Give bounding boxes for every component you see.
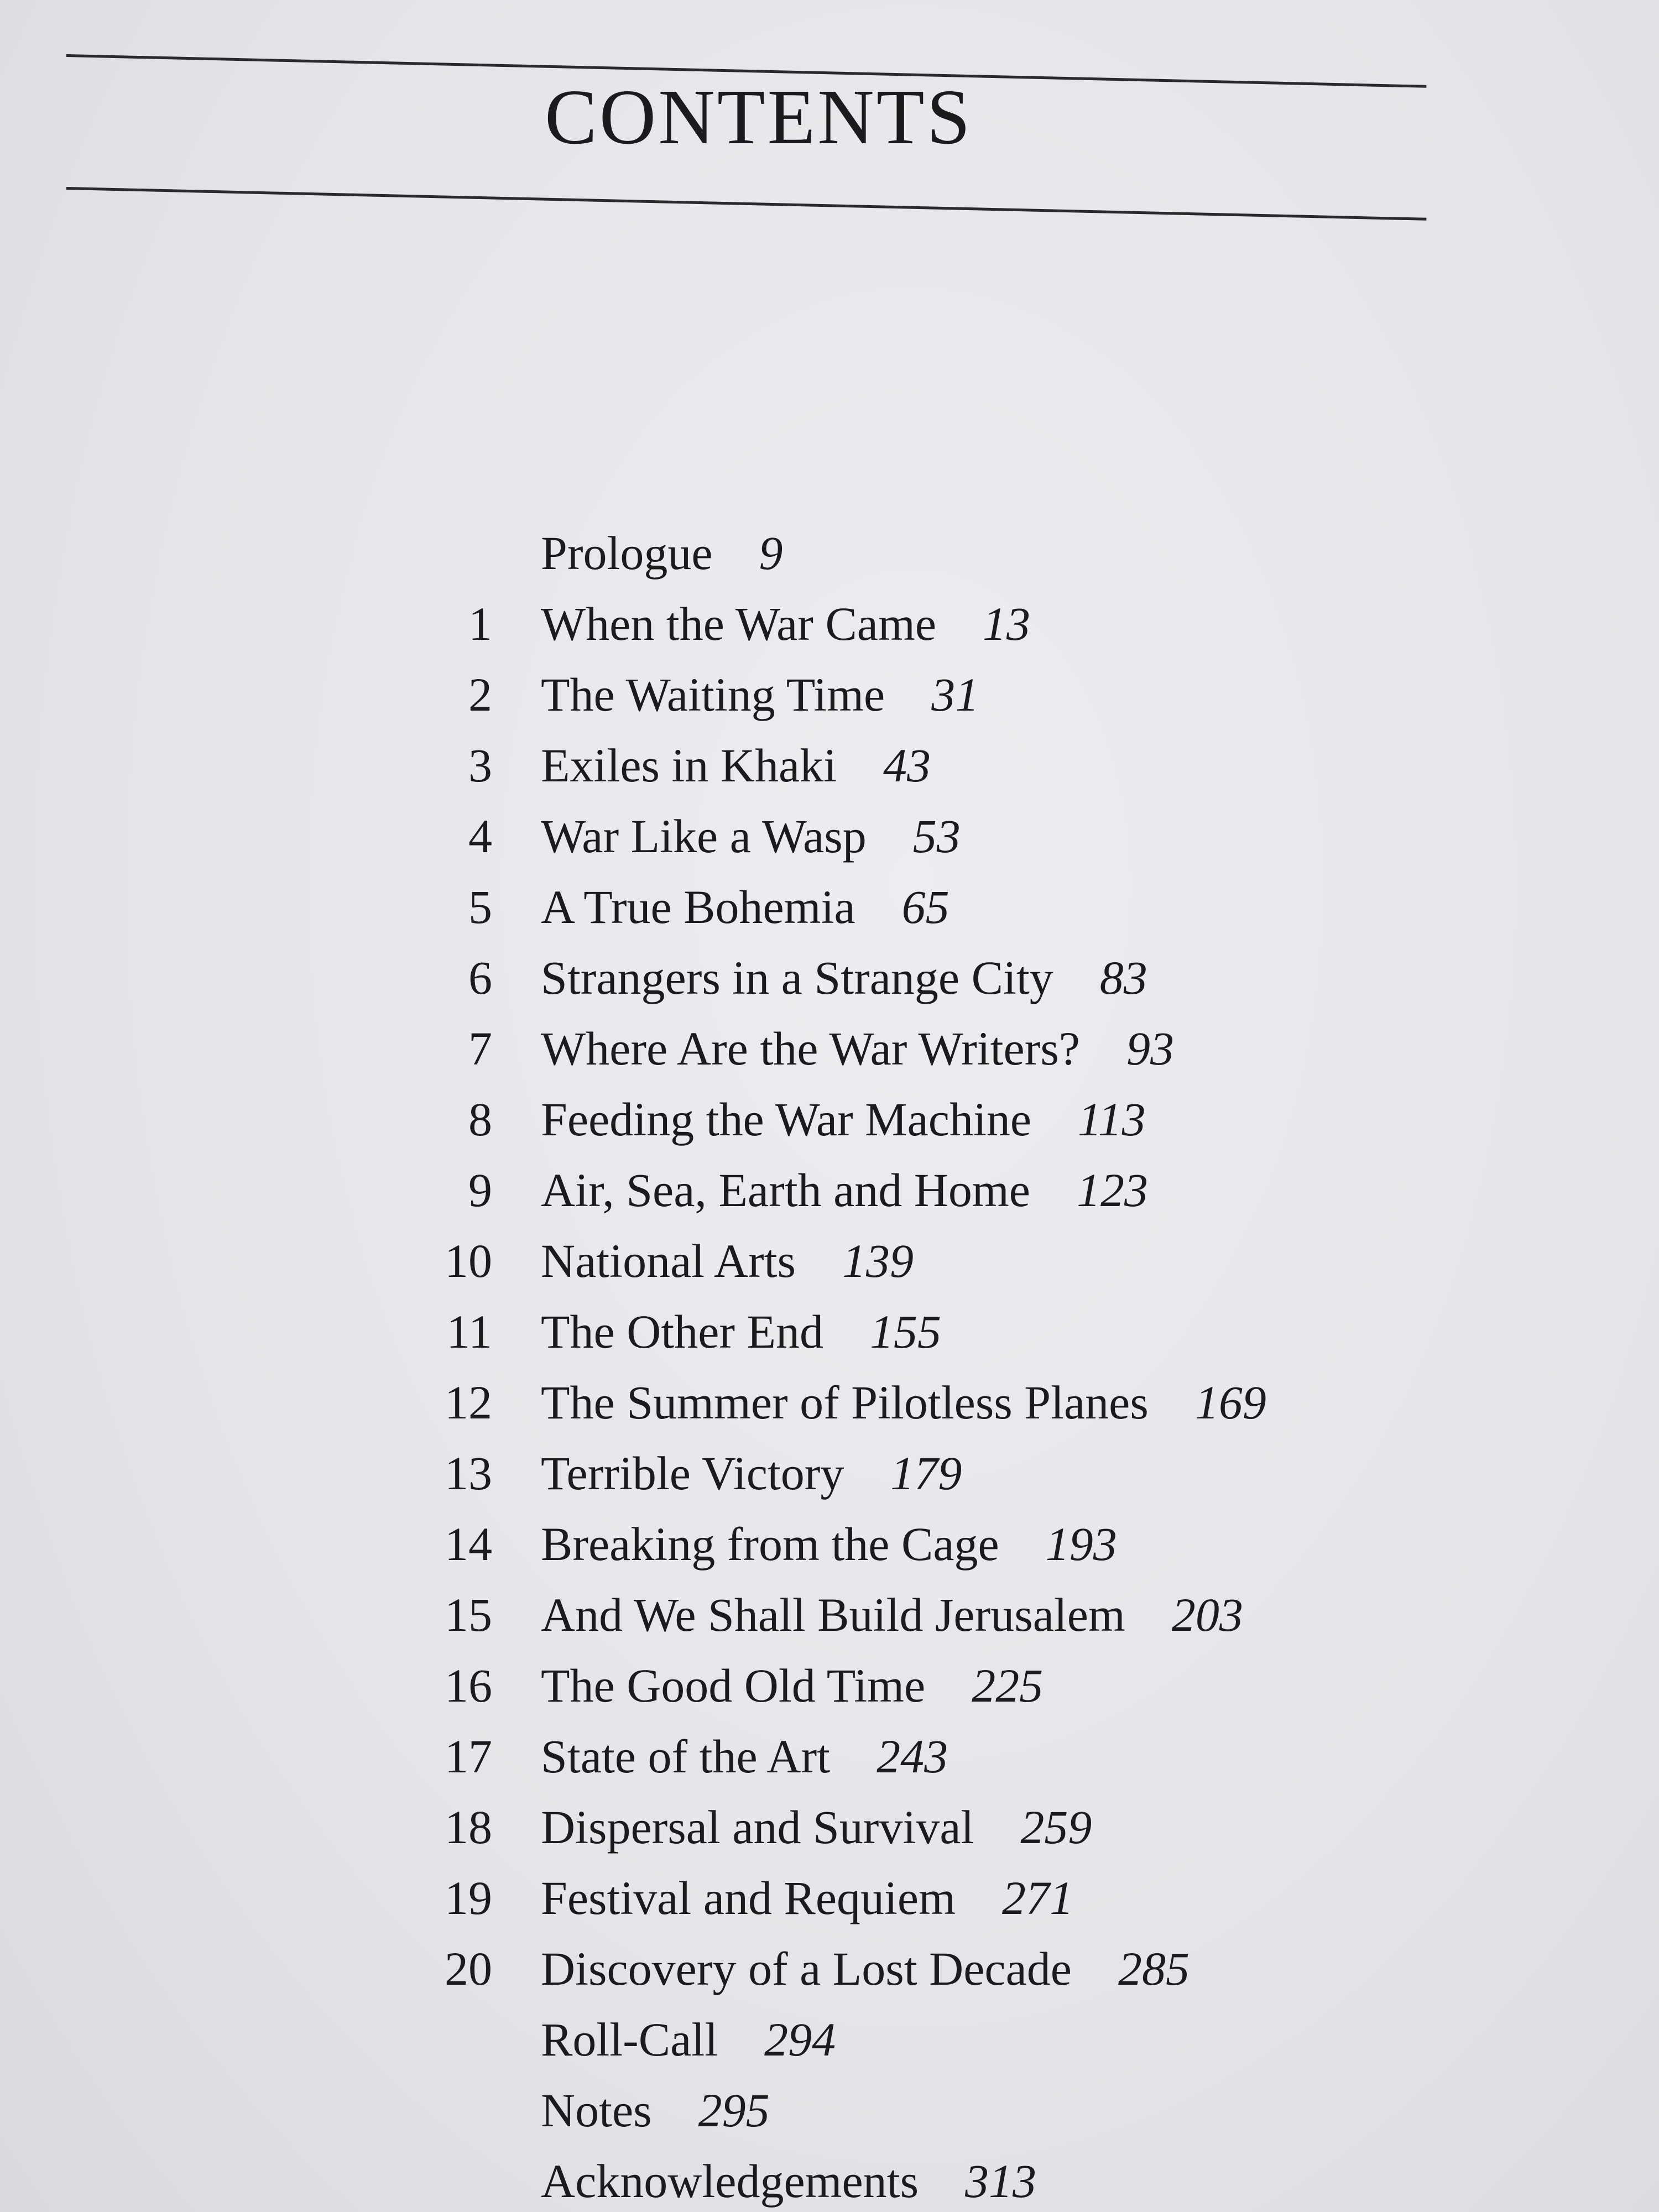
chapter-number: 3	[468, 739, 492, 792]
chapter-title: A True Bohemia	[541, 880, 855, 933]
chapter-title-line	[541, 1160, 1148, 1220]
page-number: 13	[983, 597, 1031, 650]
toc-entry	[0, 806, 1659, 867]
chapter-title-line	[541, 947, 1147, 1008]
chapter-title-line	[541, 1018, 1174, 1079]
chapter-title: Where Are the War Writers?	[541, 1022, 1080, 1075]
chapter-title-line	[541, 1726, 948, 1787]
chapter-number: 13	[445, 1447, 492, 1500]
page-number: 225	[972, 1659, 1044, 1712]
chapter-title: The Other End	[541, 1305, 824, 1358]
toc-entry	[0, 1655, 1659, 1716]
chapter-title-line	[541, 1655, 1043, 1716]
chapter-title: Feeding the War Machine	[541, 1093, 1032, 1146]
chapter-title-line	[541, 593, 1030, 654]
chapter-title-line	[541, 1938, 1190, 1999]
chapter-title-line	[541, 806, 961, 867]
chapter-title-line	[541, 1867, 1073, 1928]
chapter-title: Festival and Requiem	[541, 1871, 956, 1924]
toc-entry	[0, 1938, 1659, 1999]
page-title: CONTENTS	[545, 73, 973, 160]
chapter-title: And We Shall Build Jerusalem	[541, 1588, 1125, 1641]
chapter-title: Air, Sea, Earth and Home	[541, 1164, 1030, 1217]
chapter-title: Dispersal and Survival	[541, 1801, 974, 1854]
toc-entry	[0, 1867, 1659, 1928]
chapter-title: Acknowledgements	[541, 2154, 919, 2208]
chapter-title: Strangers in a Strange City	[541, 951, 1053, 1004]
chapter-title-line	[541, 877, 950, 937]
page-number: 139	[842, 1234, 914, 1287]
chapter-number: 10	[445, 1234, 492, 1287]
chapter-title-line	[541, 1797, 1092, 1858]
page-number: 259	[1020, 1801, 1092, 1854]
toc-entry	[0, 1018, 1659, 1079]
chapter-number: 6	[468, 951, 492, 1004]
chapter-title: Terrible Victory	[541, 1447, 844, 1500]
page-number: 203	[1171, 1588, 1243, 1641]
chapter-title-line	[541, 1372, 1266, 1433]
chapter-number: 2	[468, 668, 492, 721]
chapter-title-line	[541, 1230, 914, 1291]
chapter-title: National Arts	[541, 1234, 796, 1287]
toc-entry	[0, 2151, 1659, 2211]
page-number: 9	[759, 526, 783, 580]
chapter-number: 8	[468, 1093, 492, 1146]
page-number: 83	[1099, 951, 1147, 1004]
page-number: 113	[1078, 1093, 1146, 1146]
toc-entry	[0, 1301, 1659, 1362]
chapter-number: 9	[468, 1164, 492, 1217]
chapter-title-line	[541, 2151, 1036, 2211]
toc-entry	[0, 1584, 1659, 1645]
toc-entry	[0, 593, 1659, 654]
chapter-number: 14	[445, 1517, 492, 1571]
chapter-number: 1	[468, 597, 492, 650]
chapter-title-line	[541, 523, 783, 583]
page-number: 43	[883, 739, 931, 792]
toc-entry	[0, 1089, 1659, 1150]
chapter-title: The Good Old Time	[541, 1659, 926, 1712]
chapter-title: State of the Art	[541, 1730, 831, 1783]
toc-entry	[0, 1443, 1659, 1504]
chapter-title-line	[541, 1584, 1243, 1645]
chapter-title: Notes	[541, 2084, 652, 2137]
page-number: 155	[870, 1305, 942, 1358]
toc-entry	[0, 877, 1659, 937]
chapter-title: Roll-Call	[541, 2013, 718, 2066]
chapter-title: The Summer of Pilotless Planes	[541, 1376, 1149, 1429]
chapter-number: 4	[468, 810, 492, 863]
chapter-title-line	[541, 1514, 1117, 1574]
toc-entry	[0, 1514, 1659, 1574]
chapter-title-line	[541, 1089, 1146, 1150]
page-number: 294	[764, 2013, 836, 2066]
page-number: 313	[965, 2154, 1037, 2208]
chapter-title: When the War Came	[541, 597, 937, 650]
page-number: 243	[877, 1730, 948, 1783]
chapter-title: Prologue	[541, 526, 713, 580]
chapter-title: Exiles in Khaki	[541, 739, 837, 792]
page-number: 295	[698, 2084, 770, 2137]
toc-entry	[0, 735, 1659, 796]
page-number: 285	[1118, 1942, 1190, 1995]
chapter-number: 15	[445, 1588, 492, 1641]
page-number: 179	[890, 1447, 962, 1500]
toc-entry	[0, 1230, 1659, 1291]
toc-entry	[0, 1372, 1659, 1433]
chapter-title-line	[541, 1301, 941, 1362]
chapter-number: 18	[445, 1801, 492, 1854]
page-number: 169	[1194, 1376, 1266, 1429]
chapter-number: 16	[445, 1659, 492, 1712]
chapter-title-line	[541, 1443, 962, 1504]
toc-entry	[0, 2080, 1659, 2141]
toc-entry	[0, 2009, 1659, 2070]
toc-entry	[0, 523, 1659, 583]
page-number: 193	[1045, 1517, 1117, 1571]
page-number: 271	[1001, 1871, 1073, 1924]
page-number: 31	[931, 668, 979, 721]
page-number: 123	[1076, 1164, 1148, 1217]
toc-entry	[0, 664, 1659, 725]
chapter-title-line	[541, 735, 931, 796]
toc-entry	[0, 1726, 1659, 1787]
toc-entry	[0, 1160, 1659, 1220]
chapter-number: 17	[445, 1730, 492, 1783]
chapter-title: War Like a Wasp	[541, 810, 867, 863]
chapter-title-line	[541, 2009, 836, 2070]
chapter-title: Discovery of a Lost Decade	[541, 1942, 1072, 1995]
chapter-number: 12	[445, 1376, 492, 1429]
chapter-title: The Waiting Time	[541, 668, 885, 721]
chapter-title-line	[541, 2080, 770, 2141]
page-number: 65	[901, 880, 950, 933]
chapter-number: 5	[468, 880, 492, 933]
toc-entry	[0, 1797, 1659, 1858]
toc-entry	[0, 947, 1659, 1008]
page-number: 53	[912, 810, 961, 863]
page-number: 93	[1126, 1022, 1174, 1075]
chapter-number: 20	[445, 1942, 492, 1995]
chapter-title-line	[541, 664, 979, 725]
chapter-number: 7	[468, 1022, 492, 1075]
chapter-title: Breaking from the Cage	[541, 1517, 999, 1571]
chapter-number: 19	[445, 1871, 492, 1924]
chapter-number: 11	[446, 1305, 492, 1358]
